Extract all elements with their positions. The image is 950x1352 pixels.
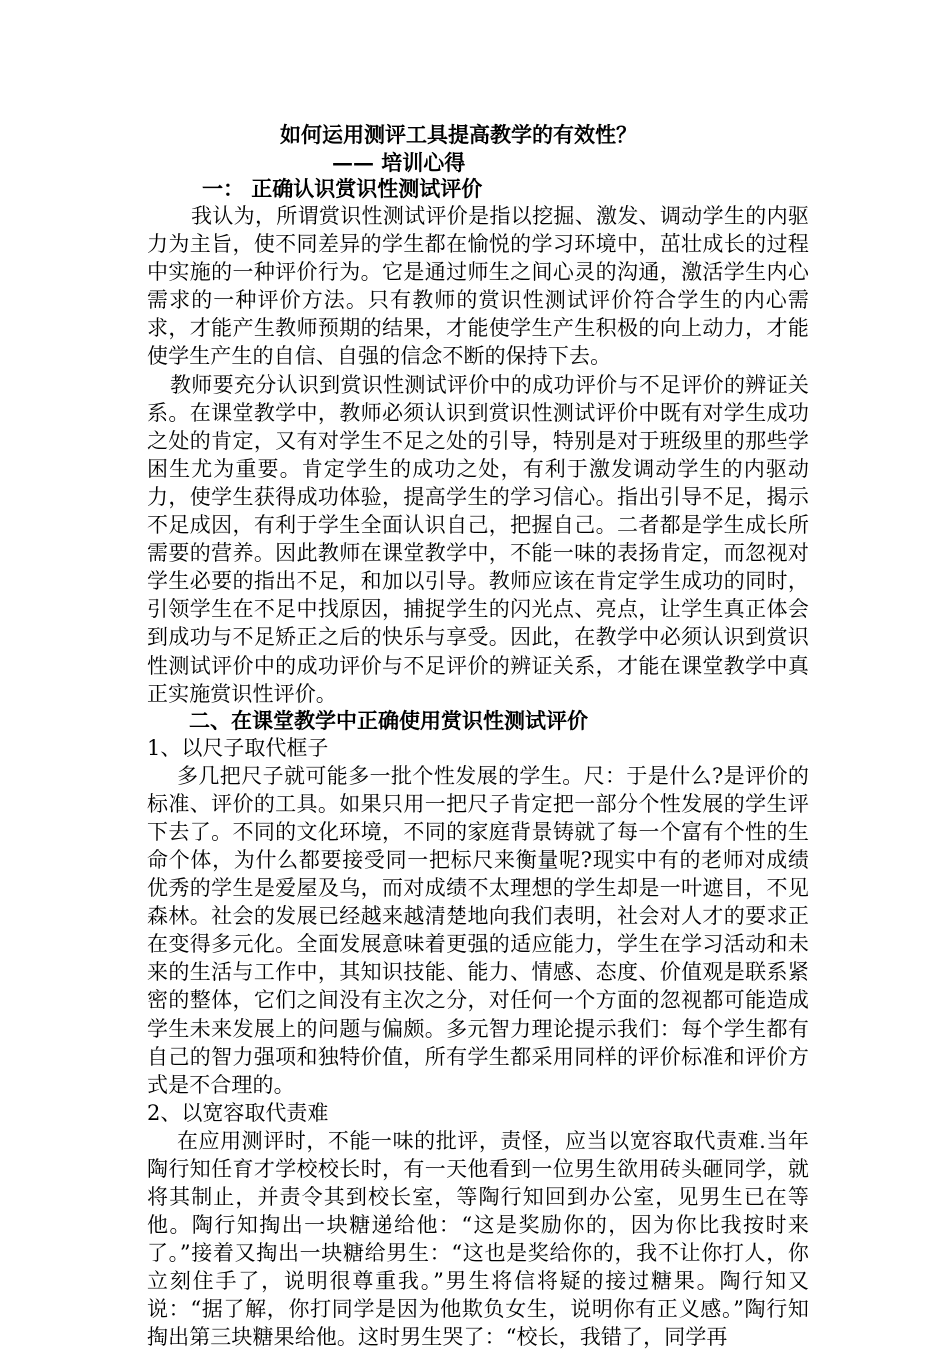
- paragraph: 多几把尺子就可能多一批个性发展的学生。尺：于是什么?是评价的标准、评价的工具。如果只用一把尺子肯定把一部分个性发展的学生评下去了。不同的文化环境，不同的家庭背景铸就了每一个富有个性的生命个体，为什么都要接受同一把标尺来衡量呢?现实中有的老师对成绩优秀的学生是爱屋及乌，而对成绩不太理想的学生却是一叶遮目，不见森林。社会的发展已经越来越清楚地向我们表明，社会对人才的要求正在变得多元化。全面发展意味着更强的适应能力，学生在学习活动和未来的生活与工作中，其知识技能、能力、情感、态度、价值观是联系紧密的整体，它们之间没有主次之分，对任何一个方面的忽视都可能造成学生未来发展上的问题与偏颇。多元智力理论提示我们：每个学生都有自己的智力强项和独特价值，所有学生都采用同样的评价标准和评价方式是不合理的。: [147, 763, 809, 1097]
- paragraph: 我认为，所谓赏识性测试评价是指以挖掘、激发、调动学生的内驱力为主旨，使不同差异的学生都在愉悦的学习环境中，茁壮成长的过程中实施的一种评价行为。它是通过师生之间心灵的沟通，激活学生内心需求的一种评价方法。只有教师的赏识性测试评价符合学生的内心需求，才能产生教师预期的结果，才能使学生产生积极的向上动力，才能使学生产生的自信、自强的信念不断的保持下去。: [147, 204, 809, 369]
- document-title: 如何运用测评工具提高教学的有效性？: [280, 122, 637, 147]
- subsection-heading-1: 1、以尺子取代框子: [147, 735, 329, 760]
- section-heading-2: 二、在课堂教学中正确使用赏识性测试评价: [189, 707, 588, 733]
- document-body: [147, 120, 809, 1352]
- subsection-heading-2: 2、以宽容取代责难: [147, 1100, 329, 1125]
- section-heading-1: 一： 正确认识赏识性测试评价: [202, 176, 483, 201]
- paragraph: 教师要充分认识到赏识性测试评价中的成功评价与不足评价的辨证关系。在课堂教学中，教师必须认识到赏识性测试评价中既有对学生成功之处的肯定，又有对学生不足之处的引导，特别是对于班级里的那些学困生尤为重要。肯定学生的成功之处，有利于激发调动学生的内驱动力，使学生获得成功体验，提高学生的学习信心。指出引导不足，揭示不足成因，有利于学生全面认识自己，把握自己。二者都是学生成长所需要的营养。因此教师在课堂教学中，不能一味的表扬肯定，而忽视对学生必要的指出不足，和加以引导。教师应该在肯定学生成功的同时，引领学生在不足中找原因，捕捉学生的闪光点、亮点，让学生真正体会到成功与不足矫正之后的快乐与享受。因此，在教学中必须认识到赏识性测试评价中的成功评价与不足评价的辨证关系，才能在课堂教学中真正实施赏识性评价。: [147, 372, 809, 706]
- document-subtitle: —— 培训心得: [332, 150, 466, 175]
- paragraph: 在应用测评时，不能一味的批评，责怪，应当以宽容取代责难.当年陶行知任育才学校校长时，有一天他看到一位男生欲用砖头砸同学，就将其制止，并责令其到校长室，等陶行知回到办公室，见男生已在等他。陶行知掏出一块糖递给他：“这是奖励你的，因为你比我按时来了。”接着又掏出一块糖给男生：“这也是奖给你的，我不让你打人，你立刻住手了，说明很尊重我。”男生将信将疑的接过糖果。陶行知又说：“据了解，你打同学是因为他欺负女生，说明你有正义感。”陶行知掏出第三块糖果给他。这时男生哭了：“校长，我错了，同学再: [147, 1128, 809, 1350]
